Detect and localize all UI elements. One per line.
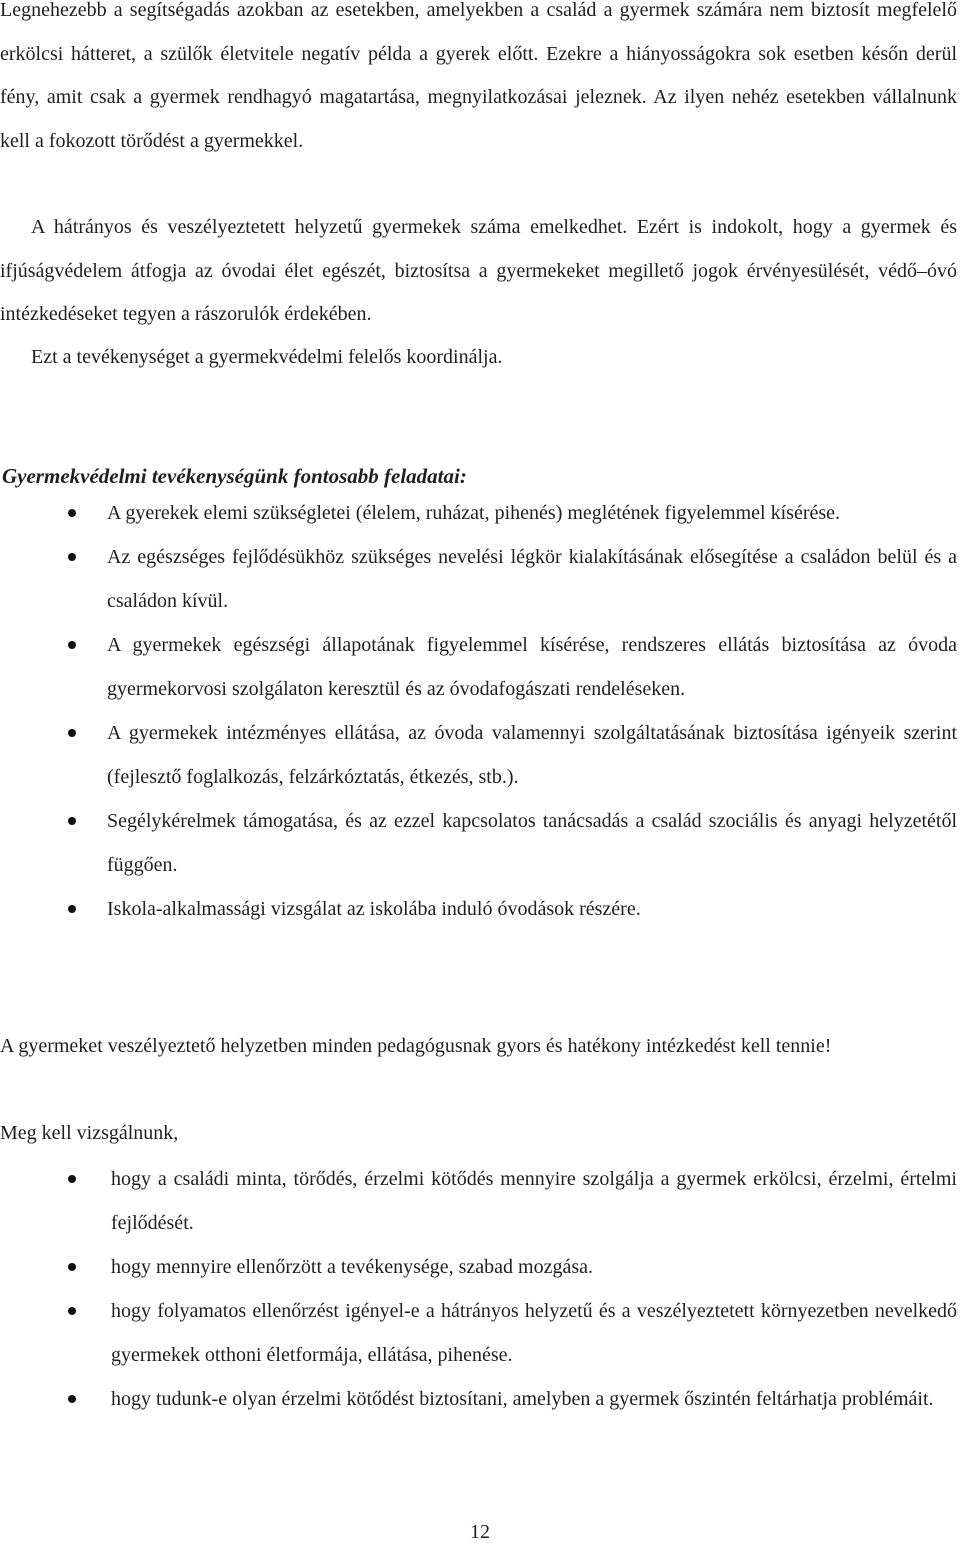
list-item <box>0 887 957 931</box>
list-item-text: hogy tudunk-e olyan érzelmi kötődést biztosítani, amelyben a gyermek őszintén feltárhatja problémáit. <box>111 1388 934 1410</box>
list-item <box>0 1289 957 1377</box>
list-item-text: Az egészséges fejlődésükhöz szükséges nevelési légkör kialakításának elősegítése a családon belül és a családon kívül. <box>107 546 957 612</box>
list-item-text: hogy a családi minta, törődés, érzelmi kötődés mennyire szolgálja a gyermek erkölcsi, érzelmi, értelmi fejlődését. <box>111 1168 957 1234</box>
list-item <box>0 623 957 711</box>
bullet-icon <box>68 817 76 825</box>
check-list <box>0 1157 957 1421</box>
list-item <box>0 1157 957 1245</box>
paragraph-disadvantaged: A hátrányos és veszélyeztetett helyzetű gyermekek száma emelkedhet. Ezért is indokolt, hogy a gyermek és ifjúságvédelem átfogja az óvodai élet egészét, biztosítsa a gyermekeket megillető jogok érvényesülését, védő–óvó intézkedéseket tegyen a rászorulók érdekében. <box>0 216 957 325</box>
list-item <box>0 1245 957 1289</box>
paragraph-examine: Meg kell vizsgálnunk, <box>0 1122 179 1144</box>
list-item <box>0 1377 957 1421</box>
list-item-text: Segélykérelmek támogatása, és az ezzel kapcsolatos tanácsadás a család szociális és anyagi helyzetétől függően. <box>107 810 957 876</box>
bullet-icon <box>68 905 76 913</box>
list-item-text: A gyermekek egészségi állapotának figyelemmel kísérése, rendszeres ellátás biztosítása az óvoda gyermekorvosi szolgálaton keresztül és az óvodafogászati rendeléseken. <box>107 634 957 700</box>
bullet-icon <box>68 553 76 561</box>
page-number: 12 <box>470 1521 490 1543</box>
paragraph-coordinator: Ezt a tevékenységet a gyermekvédelmi felelős koordinálja. <box>31 346 503 368</box>
task-list <box>0 491 957 931</box>
paragraph-urgent-action: A gyermeket veszélyeztető helyzetben minden pedagógusnak gyors és hatékony intézkedést kell tennie! <box>0 1035 832 1057</box>
list-item-text: hogy mennyire ellenőrzött a tevékenysége, szabad mozgása. <box>111 1256 594 1278</box>
bullet-icon <box>68 729 76 737</box>
list-item-text: A gyerekek elemi szükségletei (élelem, ruházat, pihenés) meglétének figyelemmel kísérése. <box>107 502 841 524</box>
bullet-icon <box>68 509 76 517</box>
list-item-text: A gyermekek intézményes ellátása, az óvoda valamennyi szolgáltatásának biztosítása igényeik szerint (fejlesztő foglalkozás, felzárkóztatás, étkezés, stb.). <box>107 722 957 788</box>
paragraph-intro: Legnehezebb a segítségadás azokban az esetekben, amelyekben a család a gyermek számára nem biztosít megfelelő erkölcsi hátteret, a szülők életvitele negatív példa a gyerek előtt. Ezekre a hiányosságokra sok esetben későn derül fény, amit csak a gyermek rendhagyó magatartása, megnyilatkozásai jeleznek. Az ilyen nehéz esetekben vállalnunk kell a fokozott törődést a gyermekkel. <box>0 0 957 152</box>
bullet-icon <box>68 1263 76 1271</box>
section-heading: Gyermekvédelmi tevékenységünk fontosabb feladatai: <box>2 464 467 488</box>
list-item <box>0 799 957 887</box>
list-item-text: Iskola-alkalmassági vizsgálat az iskolába induló óvodások részére. <box>107 898 641 920</box>
list-item <box>0 711 957 799</box>
list-item-text: hogy folyamatos ellenőrzést igényel-e a hátrányos helyzetű és a veszélyeztetett környezetben nevelkedő gyermekek otthoni életformája, ellátása, pihenése. <box>111 1300 957 1366</box>
bullet-icon <box>68 1307 76 1315</box>
bullet-icon <box>68 1175 76 1183</box>
list-item <box>0 535 957 623</box>
bullet-icon <box>68 641 76 649</box>
bullet-icon <box>68 1395 76 1403</box>
list-item <box>0 491 957 535</box>
